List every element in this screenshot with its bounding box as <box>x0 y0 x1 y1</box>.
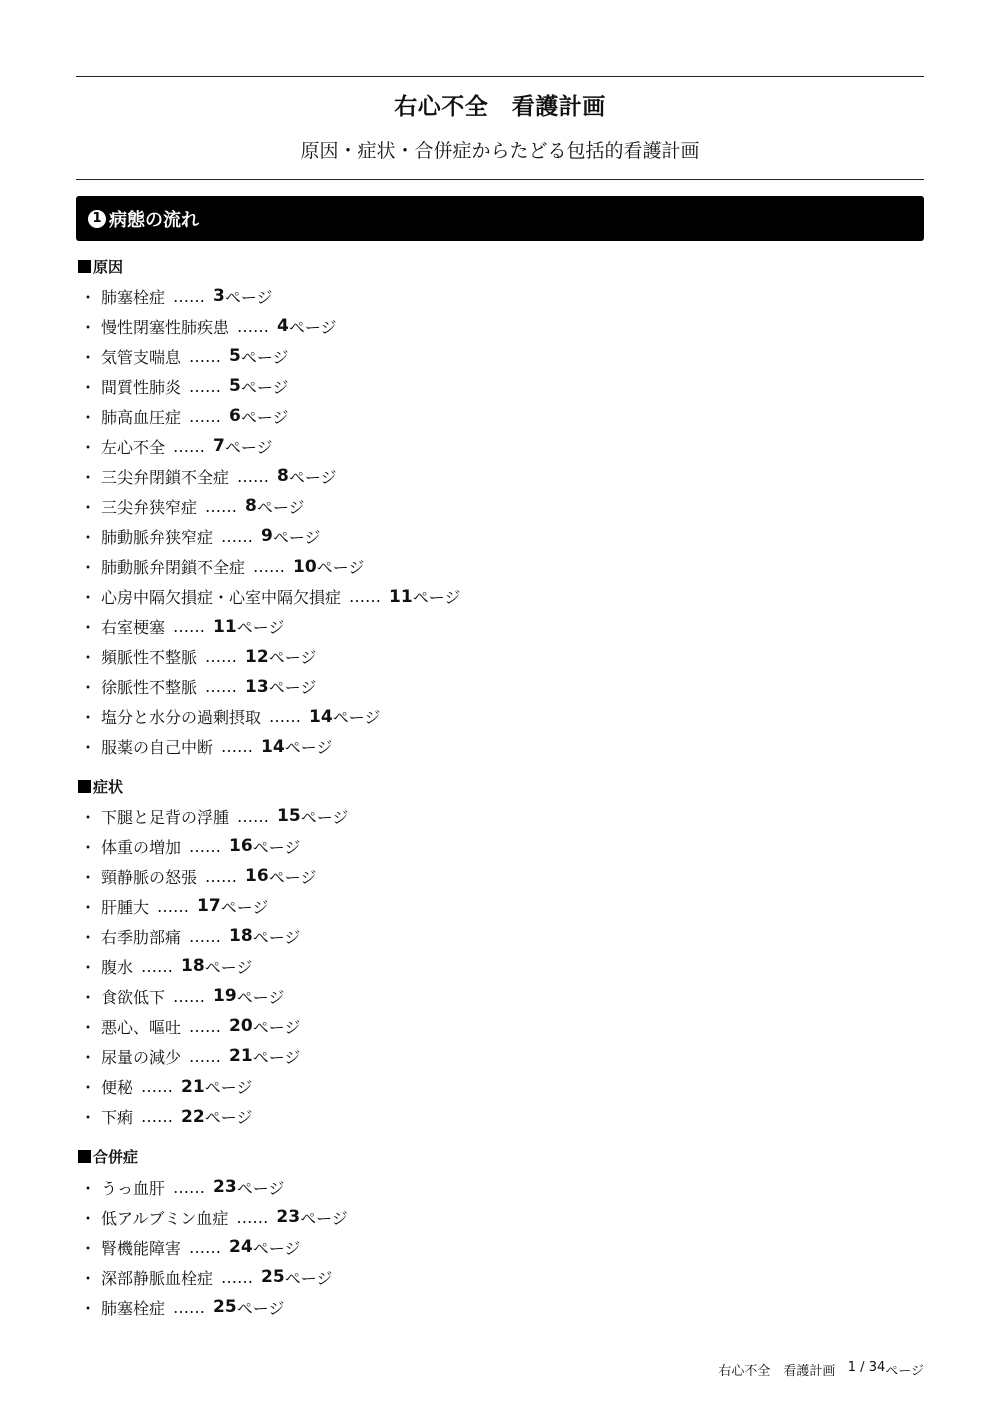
item-page-suffix: ページ <box>204 957 253 977</box>
item-page-suffix: ページ <box>204 1108 253 1127</box>
item-label: 間質性肺炎 <box>101 377 182 397</box>
list-item <box>80 893 268 919</box>
list-bullet: ・ <box>80 678 97 698</box>
list-item <box>80 923 300 949</box>
item-page-number: 24 <box>229 1237 253 1258</box>
item-page-number: 12 <box>245 646 269 667</box>
list-item <box>80 523 321 549</box>
leader-dots: …… <box>173 986 206 1006</box>
list-bullet: ・ <box>80 807 97 827</box>
footer-document-title: 右心不全 看護計画 <box>718 1364 836 1379</box>
leader-dots: …… <box>189 1237 222 1257</box>
list-item <box>80 833 300 859</box>
square-bullet-icon <box>78 780 91 793</box>
item-label: 深部静脈血栓症 <box>101 1268 214 1288</box>
leader-dots: …… <box>173 436 206 456</box>
list-bullet: ・ <box>80 1208 97 1228</box>
list-bullet: ・ <box>80 467 97 487</box>
item-label: 体重の増加 <box>101 837 182 857</box>
leader-dots: …… <box>189 1046 222 1066</box>
page-footer <box>718 1360 924 1379</box>
leader-dots: …… <box>173 1297 206 1317</box>
item-label: 便秘 <box>101 1078 134 1097</box>
item-page-number: 22 <box>181 1106 205 1127</box>
list-bullet: ・ <box>80 708 97 728</box>
list-bullet: ・ <box>80 437 97 457</box>
item-page-number: 25 <box>261 1267 285 1288</box>
list-bullet: ・ <box>80 1047 97 1067</box>
item-page-suffix: ページ <box>224 287 273 307</box>
leader-dots: …… <box>189 346 222 366</box>
item-page-suffix: ページ <box>300 1208 348 1228</box>
circled-number-icon: 1 <box>88 210 106 228</box>
item-page-number: 25 <box>213 1297 237 1318</box>
list-item <box>80 803 348 829</box>
list-bullet: ・ <box>80 1017 97 1037</box>
footer-separator: / <box>856 1360 869 1375</box>
section-header <box>76 196 924 241</box>
item-label: 肺塞栓症 <box>101 287 166 307</box>
leader-dots: …… <box>253 557 286 576</box>
leader-dots: …… <box>237 806 270 826</box>
leader-dots: …… <box>205 647 238 667</box>
item-page-suffix: ページ <box>268 678 317 698</box>
group-heading <box>78 1144 138 1168</box>
leader-dots: …… <box>236 1207 269 1227</box>
item-page-suffix: ページ <box>252 1238 301 1258</box>
item-label: 三尖弁閉鎖不全症 <box>101 467 230 487</box>
item-page-suffix: ページ <box>252 1047 301 1067</box>
item-label: 肺塞栓症 <box>101 1298 166 1318</box>
leader-dots: …… <box>173 286 206 306</box>
list-item <box>80 463 337 489</box>
list-item <box>80 614 284 640</box>
leader-dots: …… <box>141 1077 174 1096</box>
item-page-suffix: ページ <box>288 317 337 337</box>
item-page-suffix: ページ <box>412 588 461 607</box>
leader-dots: …… <box>205 496 238 516</box>
item-page-suffix: ページ <box>272 527 321 547</box>
item-page-suffix: ページ <box>288 467 337 487</box>
item-page-suffix: ページ <box>252 1017 301 1037</box>
item-label: 肝腫大 <box>101 897 150 917</box>
item-page-suffix: ページ <box>224 437 273 457</box>
leader-dots: …… <box>189 836 222 856</box>
list-bullet: ・ <box>80 987 97 1007</box>
item-page-suffix: ページ <box>300 807 349 827</box>
item-label: 心房中隔欠損症・心室中隔欠損症 <box>101 588 342 607</box>
item-label: 腎機能障害 <box>101 1238 182 1258</box>
leader-dots: …… <box>141 956 174 976</box>
item-page-number: 7 <box>213 436 225 457</box>
list-bullet: ・ <box>80 1298 97 1318</box>
item-page-suffix: ページ <box>220 897 269 917</box>
leader-dots: …… <box>189 376 222 396</box>
square-bullet-icon <box>78 1150 91 1163</box>
list-bullet: ・ <box>80 648 97 668</box>
item-page-number: 17 <box>197 896 221 917</box>
list-bullet: ・ <box>80 407 97 427</box>
list-bullet: ・ <box>80 497 97 517</box>
list-item <box>80 1104 252 1130</box>
item-page-suffix: ページ <box>240 377 289 397</box>
item-page-number: 21 <box>229 1046 253 1067</box>
item-label: 塩分と水分の過剰摂取 <box>101 708 262 728</box>
item-page-suffix: ページ <box>240 407 289 427</box>
item-page-number: 4 <box>277 316 289 337</box>
group-heading <box>78 774 123 798</box>
item-page-number: 5 <box>229 376 241 397</box>
list-item <box>80 1074 252 1100</box>
list-item <box>80 1043 300 1069</box>
list-item <box>80 403 289 429</box>
list-item <box>80 1174 284 1200</box>
list-item <box>80 343 289 369</box>
item-page-number: 14 <box>309 706 333 727</box>
item-label: 肺動脈弁狭窄症 <box>101 527 214 547</box>
item-page-suffix: ページ <box>284 1268 333 1288</box>
item-page-number: 13 <box>245 676 269 697</box>
item-page-suffix: ページ <box>236 987 285 1007</box>
item-page-suffix: ページ <box>240 347 289 367</box>
list-bullet: ・ <box>80 927 97 947</box>
list-item <box>80 644 316 670</box>
leader-dots: …… <box>221 526 254 546</box>
square-bullet-icon <box>78 260 91 273</box>
leader-dots: …… <box>221 737 254 757</box>
leader-dots: …… <box>173 1177 206 1197</box>
document-subtitle: 原因・症状・合併症からたどる包括的看護計画 <box>300 140 700 162</box>
item-page-number: 5 <box>229 346 241 367</box>
item-label: 徐脈性不整脈 <box>101 678 198 698</box>
item-page-number: 23 <box>213 1177 237 1197</box>
item-page-number: 20 <box>229 1016 253 1037</box>
item-page-number: 8 <box>245 496 257 517</box>
footer-current-page: 1 <box>847 1360 857 1375</box>
list-item <box>80 674 316 700</box>
item-label: 悪心、嘔吐 <box>101 1017 182 1037</box>
list-bullet: ・ <box>80 957 97 977</box>
item-page-number: 6 <box>229 406 241 427</box>
item-page-number: 11 <box>389 586 413 607</box>
list-bullet: ・ <box>80 317 97 337</box>
list-bullet: ・ <box>80 287 97 307</box>
list-item <box>80 283 273 309</box>
item-page-suffix: ページ <box>204 1078 253 1097</box>
item-page-number: 10 <box>293 556 317 577</box>
list-bullet: ・ <box>80 837 97 857</box>
item-page-suffix: ページ <box>252 837 301 857</box>
list-item <box>80 1204 348 1230</box>
item-page-suffix: ページ <box>256 497 305 517</box>
header-top-rule <box>76 76 924 77</box>
list-bullet: ・ <box>80 738 97 758</box>
group-heading-label: 原因 <box>93 257 124 276</box>
item-page-number: 11 <box>213 616 237 637</box>
group-heading-label: 症状 <box>93 777 124 796</box>
list-item <box>80 554 364 580</box>
leader-dots: …… <box>173 617 206 636</box>
item-page-number: 19 <box>213 986 237 1007</box>
item-page-number: 16 <box>229 836 253 856</box>
list-item <box>80 433 273 459</box>
leader-dots: …… <box>349 587 382 606</box>
list-bullet: ・ <box>80 1078 97 1097</box>
list-item <box>80 1234 300 1260</box>
leader-dots: …… <box>237 466 270 486</box>
group-heading-label: 合併症 <box>93 1147 139 1166</box>
list-bullet: ・ <box>80 527 97 547</box>
item-label: 肺動脈弁閉鎖不全症 <box>101 558 246 577</box>
item-page-suffix: ページ <box>236 618 285 637</box>
item-page-number: 3 <box>213 286 225 306</box>
item-page-suffix: ページ <box>252 927 301 947</box>
list-item <box>80 983 284 1009</box>
leader-dots: …… <box>157 896 190 916</box>
leader-dots: …… <box>141 1107 174 1126</box>
item-page-suffix: ページ <box>236 1178 285 1198</box>
list-bullet: ・ <box>80 897 97 917</box>
list-bullet: ・ <box>80 377 97 397</box>
list-bullet: ・ <box>80 588 97 607</box>
item-label: 下腿と足背の浮腫 <box>101 807 230 827</box>
leader-dots: …… <box>189 1016 222 1036</box>
item-label: 尿量の減少 <box>101 1047 182 1067</box>
list-item <box>80 1294 284 1320</box>
item-label: 食欲低下 <box>101 987 166 1007</box>
list-item <box>80 734 332 760</box>
document-title: 右心不全 看護計画 <box>394 94 606 120</box>
item-page-number: 14 <box>261 736 285 757</box>
leader-dots: …… <box>269 707 302 727</box>
item-page-suffix: ページ <box>268 648 317 668</box>
leader-dots: …… <box>221 1267 254 1287</box>
list-item <box>80 1264 332 1290</box>
list-bullet: ・ <box>80 1238 97 1258</box>
header-bottom-rule <box>76 179 924 180</box>
item-label: 服薬の自己中断 <box>101 738 214 758</box>
item-page-number: 16 <box>245 866 269 887</box>
leader-dots: …… <box>205 677 238 697</box>
list-bullet: ・ <box>80 1178 97 1198</box>
leader-dots: …… <box>189 926 222 946</box>
item-page-number: 18 <box>181 956 205 977</box>
item-label: 腹水 <box>101 957 134 977</box>
list-item <box>80 493 305 519</box>
item-page-number: 23 <box>276 1207 301 1227</box>
item-label: 低アルブミン血症 <box>101 1208 229 1228</box>
item-label: 頻脈性不整脈 <box>101 648 198 668</box>
item-page-suffix: ページ <box>268 867 317 887</box>
section-title: 病態の流れ <box>109 209 199 231</box>
list-item <box>80 1013 300 1039</box>
list-bullet: ・ <box>80 867 97 887</box>
leader-dots: …… <box>237 316 270 336</box>
item-label: 気管支喘息 <box>101 347 182 367</box>
item-page-suffix: ページ <box>316 558 365 577</box>
list-bullet: ・ <box>80 1268 97 1288</box>
item-page-number: 18 <box>229 926 253 947</box>
list-item <box>80 584 460 610</box>
item-page-suffix: ページ <box>236 1298 285 1318</box>
list-bullet: ・ <box>80 618 97 637</box>
footer-total-pages: 34 <box>868 1360 886 1375</box>
item-label: 右季肋部痛 <box>101 927 182 947</box>
item-label: 左心不全 <box>101 437 166 457</box>
group-heading <box>78 254 123 278</box>
list-item <box>80 863 316 889</box>
leader-dots: …… <box>205 866 238 886</box>
item-page-suffix: ページ <box>284 738 333 758</box>
item-label: うっ血肝 <box>101 1178 166 1198</box>
list-item <box>80 953 252 979</box>
item-label: 肺高血圧症 <box>101 407 182 427</box>
list-item <box>80 313 337 339</box>
list-bullet: ・ <box>80 347 97 367</box>
list-item <box>80 704 380 730</box>
footer-page-suffix: ページ <box>885 1364 924 1379</box>
list-bullet: ・ <box>80 1108 97 1127</box>
list-bullet: ・ <box>80 558 97 577</box>
item-page-number: 8 <box>277 466 289 487</box>
leader-dots: …… <box>189 406 222 426</box>
item-label: 下痢 <box>101 1108 134 1127</box>
item-page-number: 21 <box>181 1076 205 1097</box>
list-item <box>80 373 289 399</box>
item-label: 三尖弁狭窄症 <box>101 497 198 517</box>
item-page-number: 9 <box>261 526 273 547</box>
item-page-number: 15 <box>277 806 301 826</box>
item-label: 右室梗塞 <box>101 618 166 637</box>
item-page-suffix: ページ <box>332 708 381 728</box>
item-label: 頸静脈の怒張 <box>101 867 198 887</box>
item-label: 慢性閉塞性肺疾患 <box>101 317 230 337</box>
